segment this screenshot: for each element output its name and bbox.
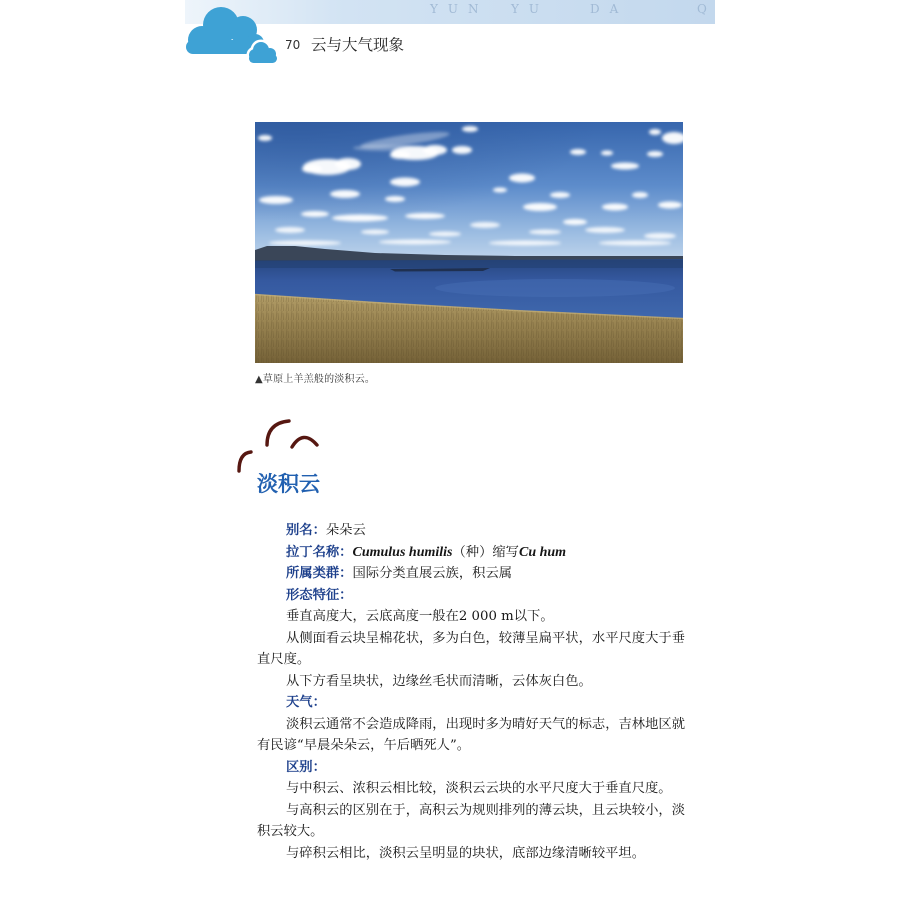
photo-lake-far-band xyxy=(255,260,683,268)
paragraph-line: 与碎积云相比，淡积云呈明显的块状，底部边缘清晰较平坦。 xyxy=(286,845,646,861)
photo-cloud xyxy=(529,230,561,235)
morphology-label-line xyxy=(257,585,685,607)
distinction-label: 区别： xyxy=(286,759,326,775)
photo-cloud xyxy=(302,165,322,173)
photo-cloud xyxy=(632,192,648,198)
weather-label-line xyxy=(257,692,685,714)
photo-cloud xyxy=(429,232,461,237)
section-body xyxy=(257,520,685,864)
book-title: 云与大气现象 xyxy=(311,36,405,54)
photo-cloud xyxy=(470,222,500,228)
photo-cloud xyxy=(269,241,341,246)
photo-cloud xyxy=(361,230,389,235)
photo-lake-reflection xyxy=(435,279,675,297)
alias-value: 朵朵云 xyxy=(325,523,366,538)
alias-label: 别名： xyxy=(286,523,326,538)
photo-cloud xyxy=(423,145,447,155)
photo-cloud xyxy=(647,151,663,157)
group-line xyxy=(257,563,685,585)
photo-cloud xyxy=(385,196,405,202)
banner-word: DA xyxy=(590,2,629,16)
alias-line xyxy=(257,520,685,542)
photo-cloud xyxy=(550,192,570,198)
photo-cloud xyxy=(509,174,535,183)
swirl-ornament-icon xyxy=(232,415,324,477)
photo-cloud xyxy=(335,158,361,170)
banner-word: YUN xyxy=(430,2,489,16)
morphology-label: 形态特征： xyxy=(286,587,353,603)
photo-cloud xyxy=(332,215,388,222)
paragraph-line: 从下方看呈块状，边缘丝毛状而清晰，云体灰白色。 xyxy=(286,673,592,689)
photo-cloud xyxy=(649,129,661,135)
distinction-label-line xyxy=(257,757,685,779)
photo-cloud xyxy=(379,240,451,245)
latin-name-label: 拉丁名称： xyxy=(286,544,353,560)
group-value: 国际分类直展云族，积云属 xyxy=(352,566,513,581)
ornament-arc xyxy=(267,421,289,445)
latin-abbreviation: Cu hum xyxy=(518,544,567,560)
ornament-arc xyxy=(292,437,317,447)
photo-cloud xyxy=(259,196,293,204)
photo-cloud xyxy=(301,211,329,217)
photo-cloud xyxy=(563,219,587,225)
banner-word: Q xyxy=(697,2,717,16)
paragraph-line: 与高积云的区别在于，高积云为规则排列的薄云块，且云块较小，淡 xyxy=(286,802,685,818)
paragraph-line: 有民谚“早晨朵朵云，午后晒死人”。 xyxy=(257,738,471,753)
paragraph-line: 从侧面看云块呈棉花状，多为白色，较薄呈扁平状，水平尺度大于垂 xyxy=(286,630,685,646)
photo-cloud xyxy=(599,241,671,246)
photo-cloud xyxy=(462,126,478,132)
latin-rank-note: （种）缩写 xyxy=(452,544,519,560)
photo-cloud xyxy=(611,163,639,170)
photo-cloud xyxy=(275,227,305,233)
photo-cloud xyxy=(493,188,507,193)
paragraph-line: 淡积云通常不会造成降雨，出现时多为晴好天气的标志，吉林地区就 xyxy=(286,716,685,732)
cumulus-photo xyxy=(255,122,683,363)
photo-cloud xyxy=(390,151,410,159)
photo-cloud xyxy=(602,204,628,211)
photo-cloud xyxy=(330,190,360,198)
photo-cloud xyxy=(489,241,561,246)
weather-label: 天气： xyxy=(286,695,326,710)
photo-cloud xyxy=(644,233,676,239)
photo-caption: ▲草原上羊羔般的淡积云。 xyxy=(255,374,376,385)
paragraph-line: 积云较大。 xyxy=(257,824,324,839)
photo-cloud xyxy=(452,146,472,154)
photo-cloud xyxy=(523,203,557,211)
photo-cloud xyxy=(390,178,420,187)
latin-name-line xyxy=(257,542,685,564)
page-number: 70 xyxy=(285,38,301,52)
photo-cloud xyxy=(601,151,613,156)
photo-cloud xyxy=(405,213,445,219)
photo-cloud xyxy=(585,227,625,233)
latin-species: Cumulus humilis xyxy=(352,544,453,560)
photo-cloud xyxy=(258,135,272,141)
photo-cloud xyxy=(570,149,586,155)
ornament-arc xyxy=(239,452,251,471)
banner-word: YU xyxy=(511,2,550,16)
photo-cloud xyxy=(658,202,682,209)
section-heading: 淡积云 xyxy=(257,472,320,496)
cloud-icon xyxy=(183,3,281,67)
paragraph-line: 直尺度。 xyxy=(257,652,311,667)
paragraph-line: 与中积云、浓积云相比较，淡积云云块的水平尺度大于垂直尺度。 xyxy=(286,781,672,796)
group-label: 所属类群： xyxy=(286,566,353,581)
paragraph-line: 垂直高度大，云底高度一般在2 000 m以下。 xyxy=(286,609,554,624)
